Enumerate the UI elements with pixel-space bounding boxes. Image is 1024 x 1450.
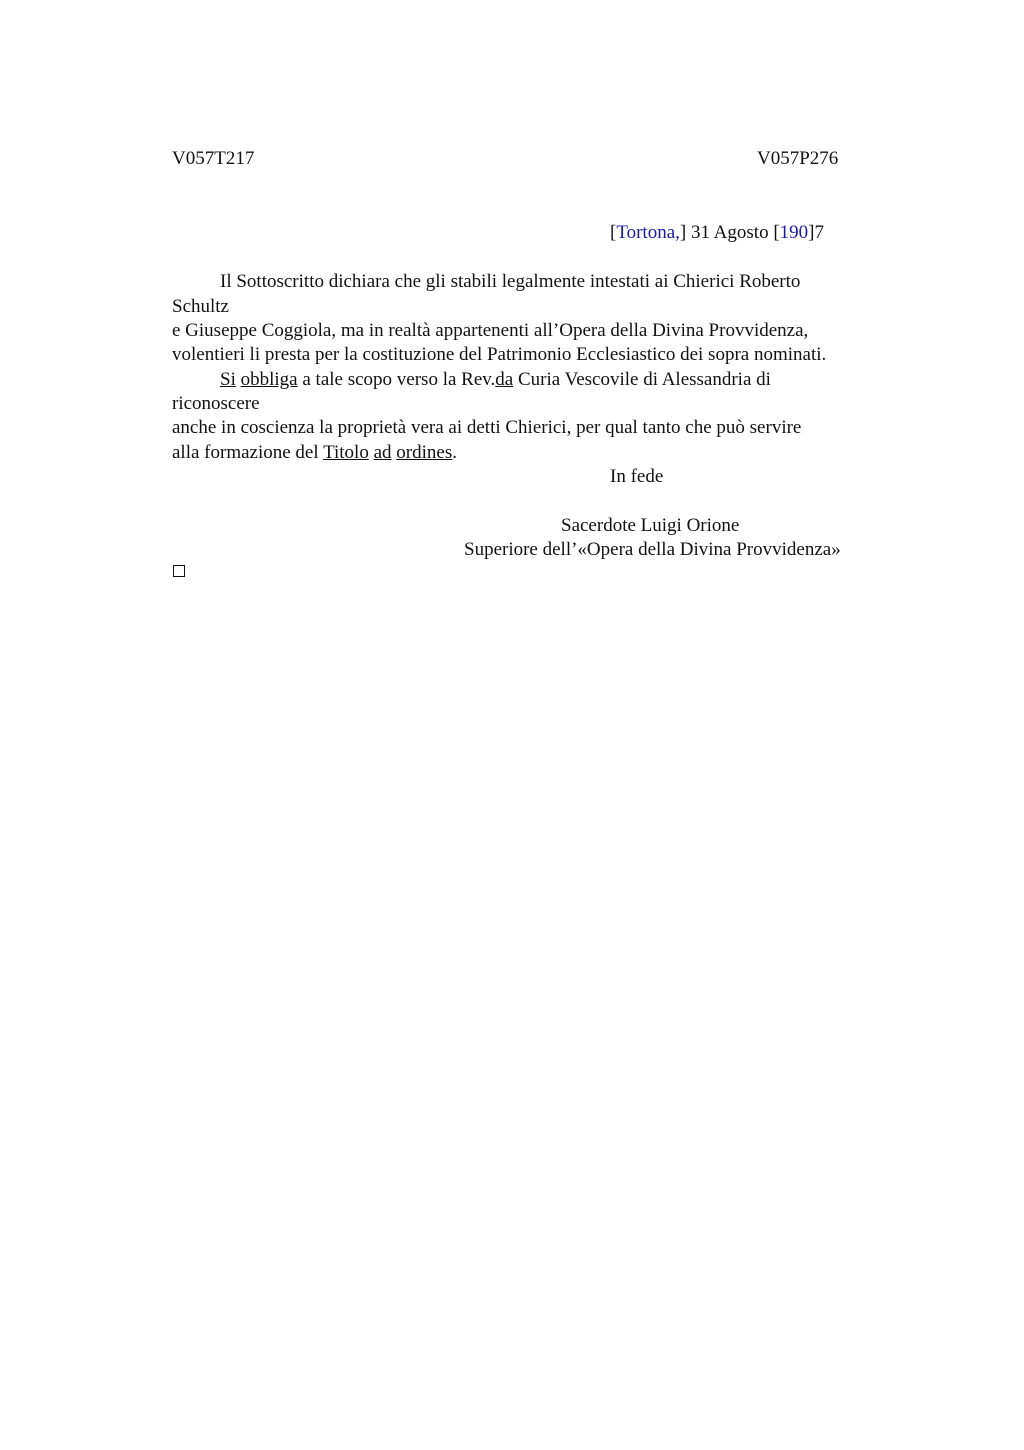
dateline-place: Tortona, [616,222,680,243]
dateline-year-end: ]7 [808,222,824,243]
paragraph-1-line-1: Il Sottoscritto dichiara che gli stabili legalmente intestati ai Chierici Roberto [220,271,801,292]
paragraph-1-line-2: Schultz [172,296,229,317]
paragraph-2-text-end: Curia Vescovile di Alessandria di [513,369,771,390]
dateline [610,221,824,245]
paragraph-1-line-3: e Giuseppe Coggiola, ma in realtà appartenenti all’Opera della Divina Provvidenza, [172,320,809,341]
signature-name: Sacerdote Luigi Orione [561,515,740,536]
underlined-da: da [495,369,514,390]
dateline-year-part: 190 [779,222,809,243]
period: . [452,442,457,463]
document-code-right: V057P276 [757,148,839,169]
dateline-date: ] 31 Agosto [ [679,222,780,243]
underlined-obbliga: obbliga [240,369,298,390]
paragraph-2-text: a tale scopo verso la Rev. [297,369,496,390]
paragraph-2-line-2: riconoscere [172,393,260,414]
closing-in-fede: In fede [610,466,664,487]
paragraph-2-line-3: anche in coscienza la proprietà vera ai detti Chierici, per qual tanto che può servire [172,417,802,438]
underlined-ad: ad [373,442,392,463]
paragraph-1-line-4: volentieri li presta per la costituzione del Patrimonio Ecclesiastico dei sopra nominati. [172,344,827,365]
dateline-bracket-open: [ [610,222,617,243]
paragraph-2-line-4-start: alla formazione del [172,442,324,463]
paragraph-2-line-1 [220,368,771,392]
checkbox-icon[interactable] [173,565,185,577]
paragraph-2-line-4 [172,441,457,465]
underlined-ordines: ordines [396,442,453,463]
underlined-si: Si [220,369,236,390]
underlined-titolo: Titolo [323,442,369,463]
document-code-left: V057T217 [172,148,255,169]
signature-title: Superiore dell’«Opera della Divina Provvidenza» [464,539,841,560]
